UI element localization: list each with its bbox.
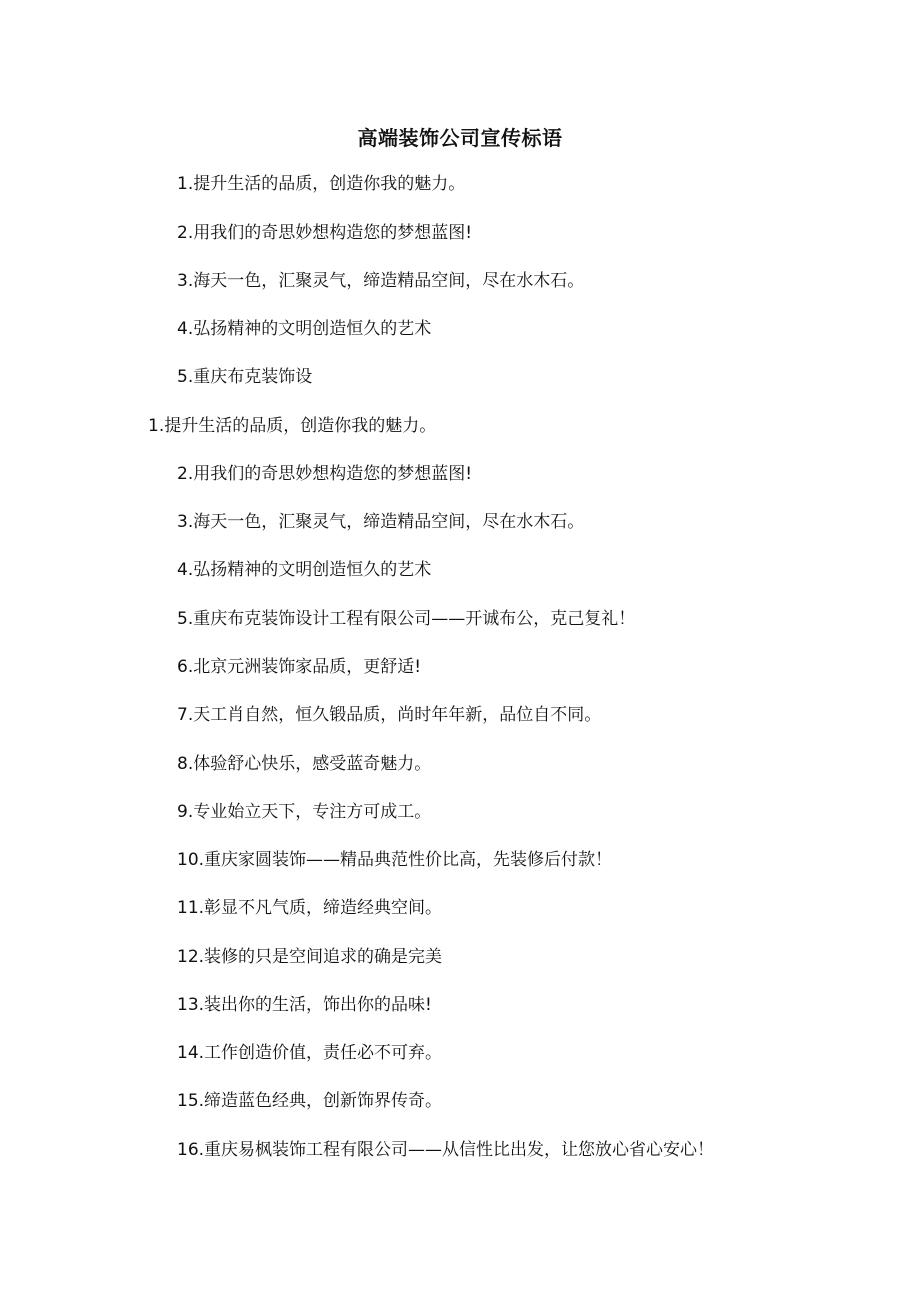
slogan-line: 1.提升生活的品质，创造你我的魅力。 (148, 416, 437, 436)
slogan-line: 3.海天一色，汇聚灵气，缔造精品空间，尽在水木石。 (177, 271, 585, 291)
slogan-line: 5.重庆布克装饰设 (177, 367, 313, 387)
slogan-line: 14.工作创造价值，责任必不可弃。 (177, 1043, 443, 1063)
slogan-line: 3.海天一色，汇聚灵气，缔造精品空间，尽在水木石。 (177, 512, 585, 532)
slogan-line: 12.装修的只是空间追求的确是完美 (177, 947, 443, 967)
slogan-line: 16.重庆易枫装饰工程有限公司——从信性比出发，让您放心省心安心！ (177, 1140, 715, 1160)
slogan-line: 13.装出你的生活，饰出你的品味! (177, 995, 432, 1015)
slogan-line: 6.北京元洲装饰家品质，更舒适! (177, 657, 422, 677)
slogan-line: 5.重庆布克装饰设计工程有限公司——开诚布公，克己复礼！ (177, 609, 636, 629)
slogan-line: 15.缔造蓝色经典，创新饰界传奇。 (177, 1091, 443, 1111)
slogan-line: 11.彰显不凡气质，缔造经典空间。 (177, 898, 443, 918)
slogan-line: 10.重庆家圆装饰——精品典范性价比高，先装修后付款！ (177, 850, 613, 870)
slogan-line: 4.弘扬精神的文明创造恒久的艺术 (177, 319, 432, 339)
slogan-line: 4.弘扬精神的文明创造恒久的艺术 (177, 560, 432, 580)
slogan-line: 8.体验舒心快乐，感受蓝奇魅力。 (177, 754, 432, 774)
document-title: 高端装饰公司宣传标语 (357, 126, 563, 150)
slogan-line: 7.天工肖自然，恒久锻品质，尚时年年新，品位自不同。 (177, 705, 602, 725)
slogan-line: 9.专业始立天下，专注方可成工。 (177, 802, 432, 822)
slogan-line: 1.提升生活的品质，创造你我的魅力。 (177, 174, 466, 194)
slogan-line: 2.用我们的奇思妙想构造您的梦想蓝图! (177, 223, 473, 243)
slogan-line: 2.用我们的奇思妙想构造您的梦想蓝图! (177, 464, 473, 484)
